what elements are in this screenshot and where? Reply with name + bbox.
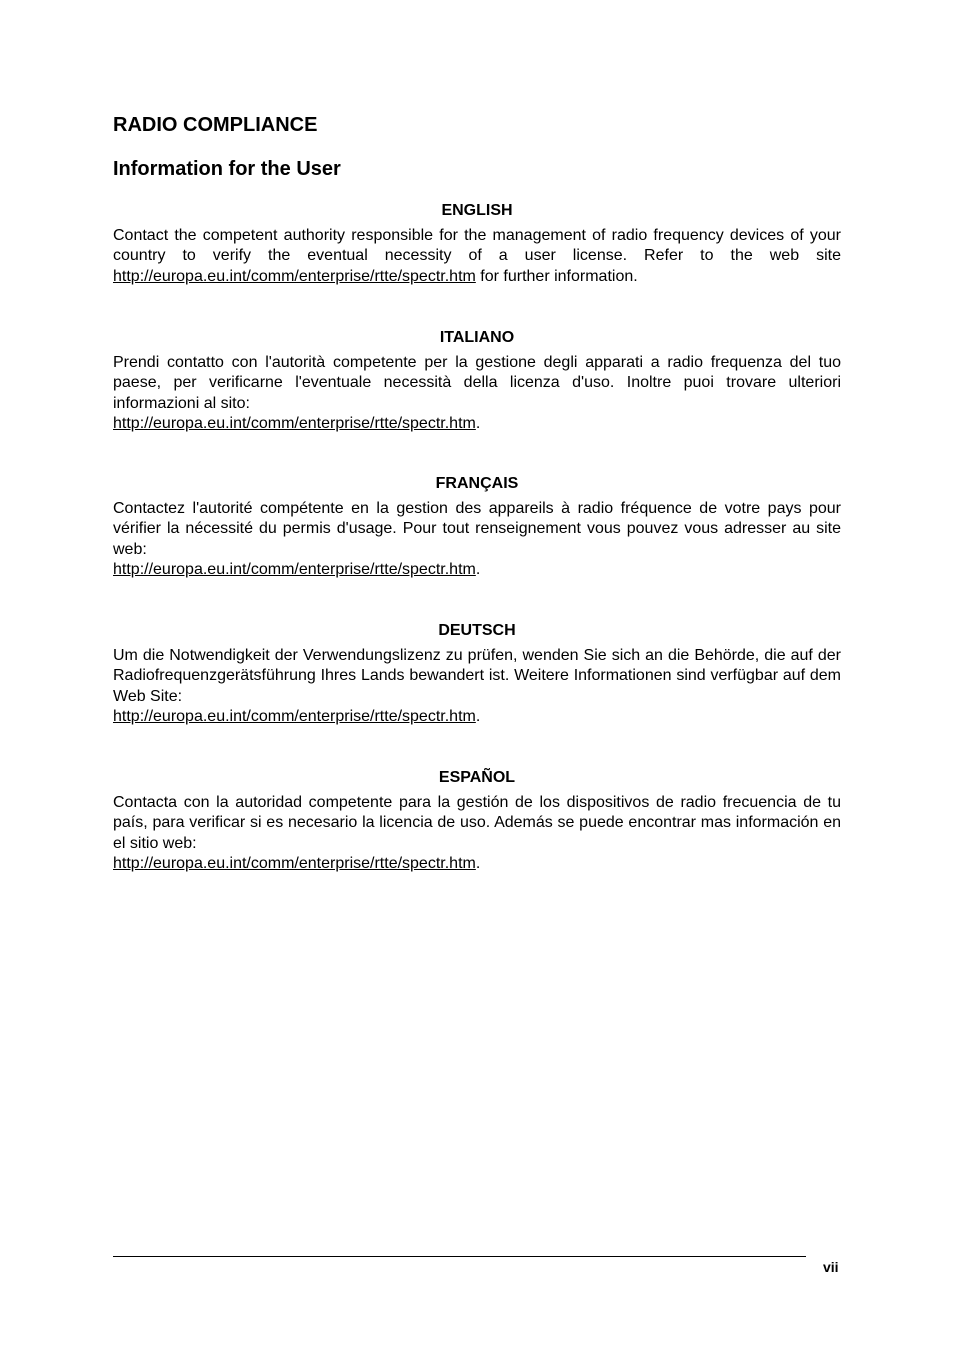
section-deutsch xyxy=(113,621,841,728)
section-paragraph xyxy=(113,499,841,581)
section-text: Prendi contatto con l'autorità competente per la gestione degli apparati a radio frequenza del tuo paese, per verificarne l'eventuale necessità della licenza d'uso. Inoltre puoi trovare ulteriori informazioni al sito: xyxy=(113,354,841,412)
section-language-title: ENGLISH xyxy=(441,202,513,219)
section-paragraph xyxy=(113,793,841,875)
europa-link[interactable]: http://europa.eu.int/comm/enterprise/rtte/spectr.htm xyxy=(113,708,476,726)
url-line xyxy=(113,708,480,725)
section-text: Contactez l'autorité compétente en la gestion des appareils à radio fréquence de votre pays pour vérifier la nécessité du permis d'usage. Pour tout renseignement vous pouvez vous adresser au site web: xyxy=(113,500,841,558)
section-trailing-text: for further information. xyxy=(475,267,638,285)
europa-link[interactable]: http://europa.eu.int/comm/enterprise/rtte/spectr.htm xyxy=(113,561,476,579)
url-line xyxy=(113,268,638,285)
section-paragraph xyxy=(113,226,841,287)
section-francais xyxy=(113,474,841,581)
section-trailing-text: . xyxy=(475,561,481,579)
page-number: vii xyxy=(823,1259,839,1275)
section-trailing-text: . xyxy=(475,708,481,726)
url-line xyxy=(113,415,480,432)
section-text: Contact the competent authority responsible for the management of radio frequency devices of your country to verify the eventual necessity of a user license. Refer to the web site xyxy=(113,227,841,265)
section-language-title: ESPAÑOL xyxy=(438,769,516,786)
page-subheading: Information for the User xyxy=(113,158,341,180)
footer-divider xyxy=(113,1256,806,1257)
europa-link[interactable]: http://europa.eu.int/comm/enterprise/rtte/spectr.htm xyxy=(113,855,476,873)
section-espanol xyxy=(113,768,841,875)
europa-link[interactable]: http://europa.eu.int/comm/enterprise/rtte/spectr.htm xyxy=(113,267,476,285)
section-trailing-text: . xyxy=(475,415,481,433)
section-paragraph xyxy=(113,646,841,728)
section-language-title: FRANÇAIS xyxy=(435,475,519,492)
europa-link[interactable]: http://europa.eu.int/comm/enterprise/rtte/spectr.htm xyxy=(113,415,476,433)
section-italiano xyxy=(113,328,841,435)
section-trailing-text: . xyxy=(475,855,481,873)
page-heading: RADIO COMPLIANCE xyxy=(113,114,318,136)
section-language-title: DEUTSCH xyxy=(438,622,516,639)
section-text: Um die Notwendigkeit der Verwendungslizenz zu prüfen, wenden Sie sich an die Behörde, die auf der Radiofrequenzgerätsführung Ihres Lands bewandert ist. Weitere Informationen sind verfügbar auf dem Web Site: xyxy=(113,647,841,705)
section-language-title: ITALIANO xyxy=(439,329,515,346)
section-text: Contacta con la autoridad competente para la gestión de los dispositivos de radio frecuencia de tu país, para verificar si es necesario la licencia de uso. Además se puede encontrar mas información en el sitio web: xyxy=(113,794,841,852)
url-line xyxy=(113,561,480,578)
section-paragraph xyxy=(113,353,841,435)
section-english xyxy=(113,201,841,287)
url-line xyxy=(113,855,480,872)
